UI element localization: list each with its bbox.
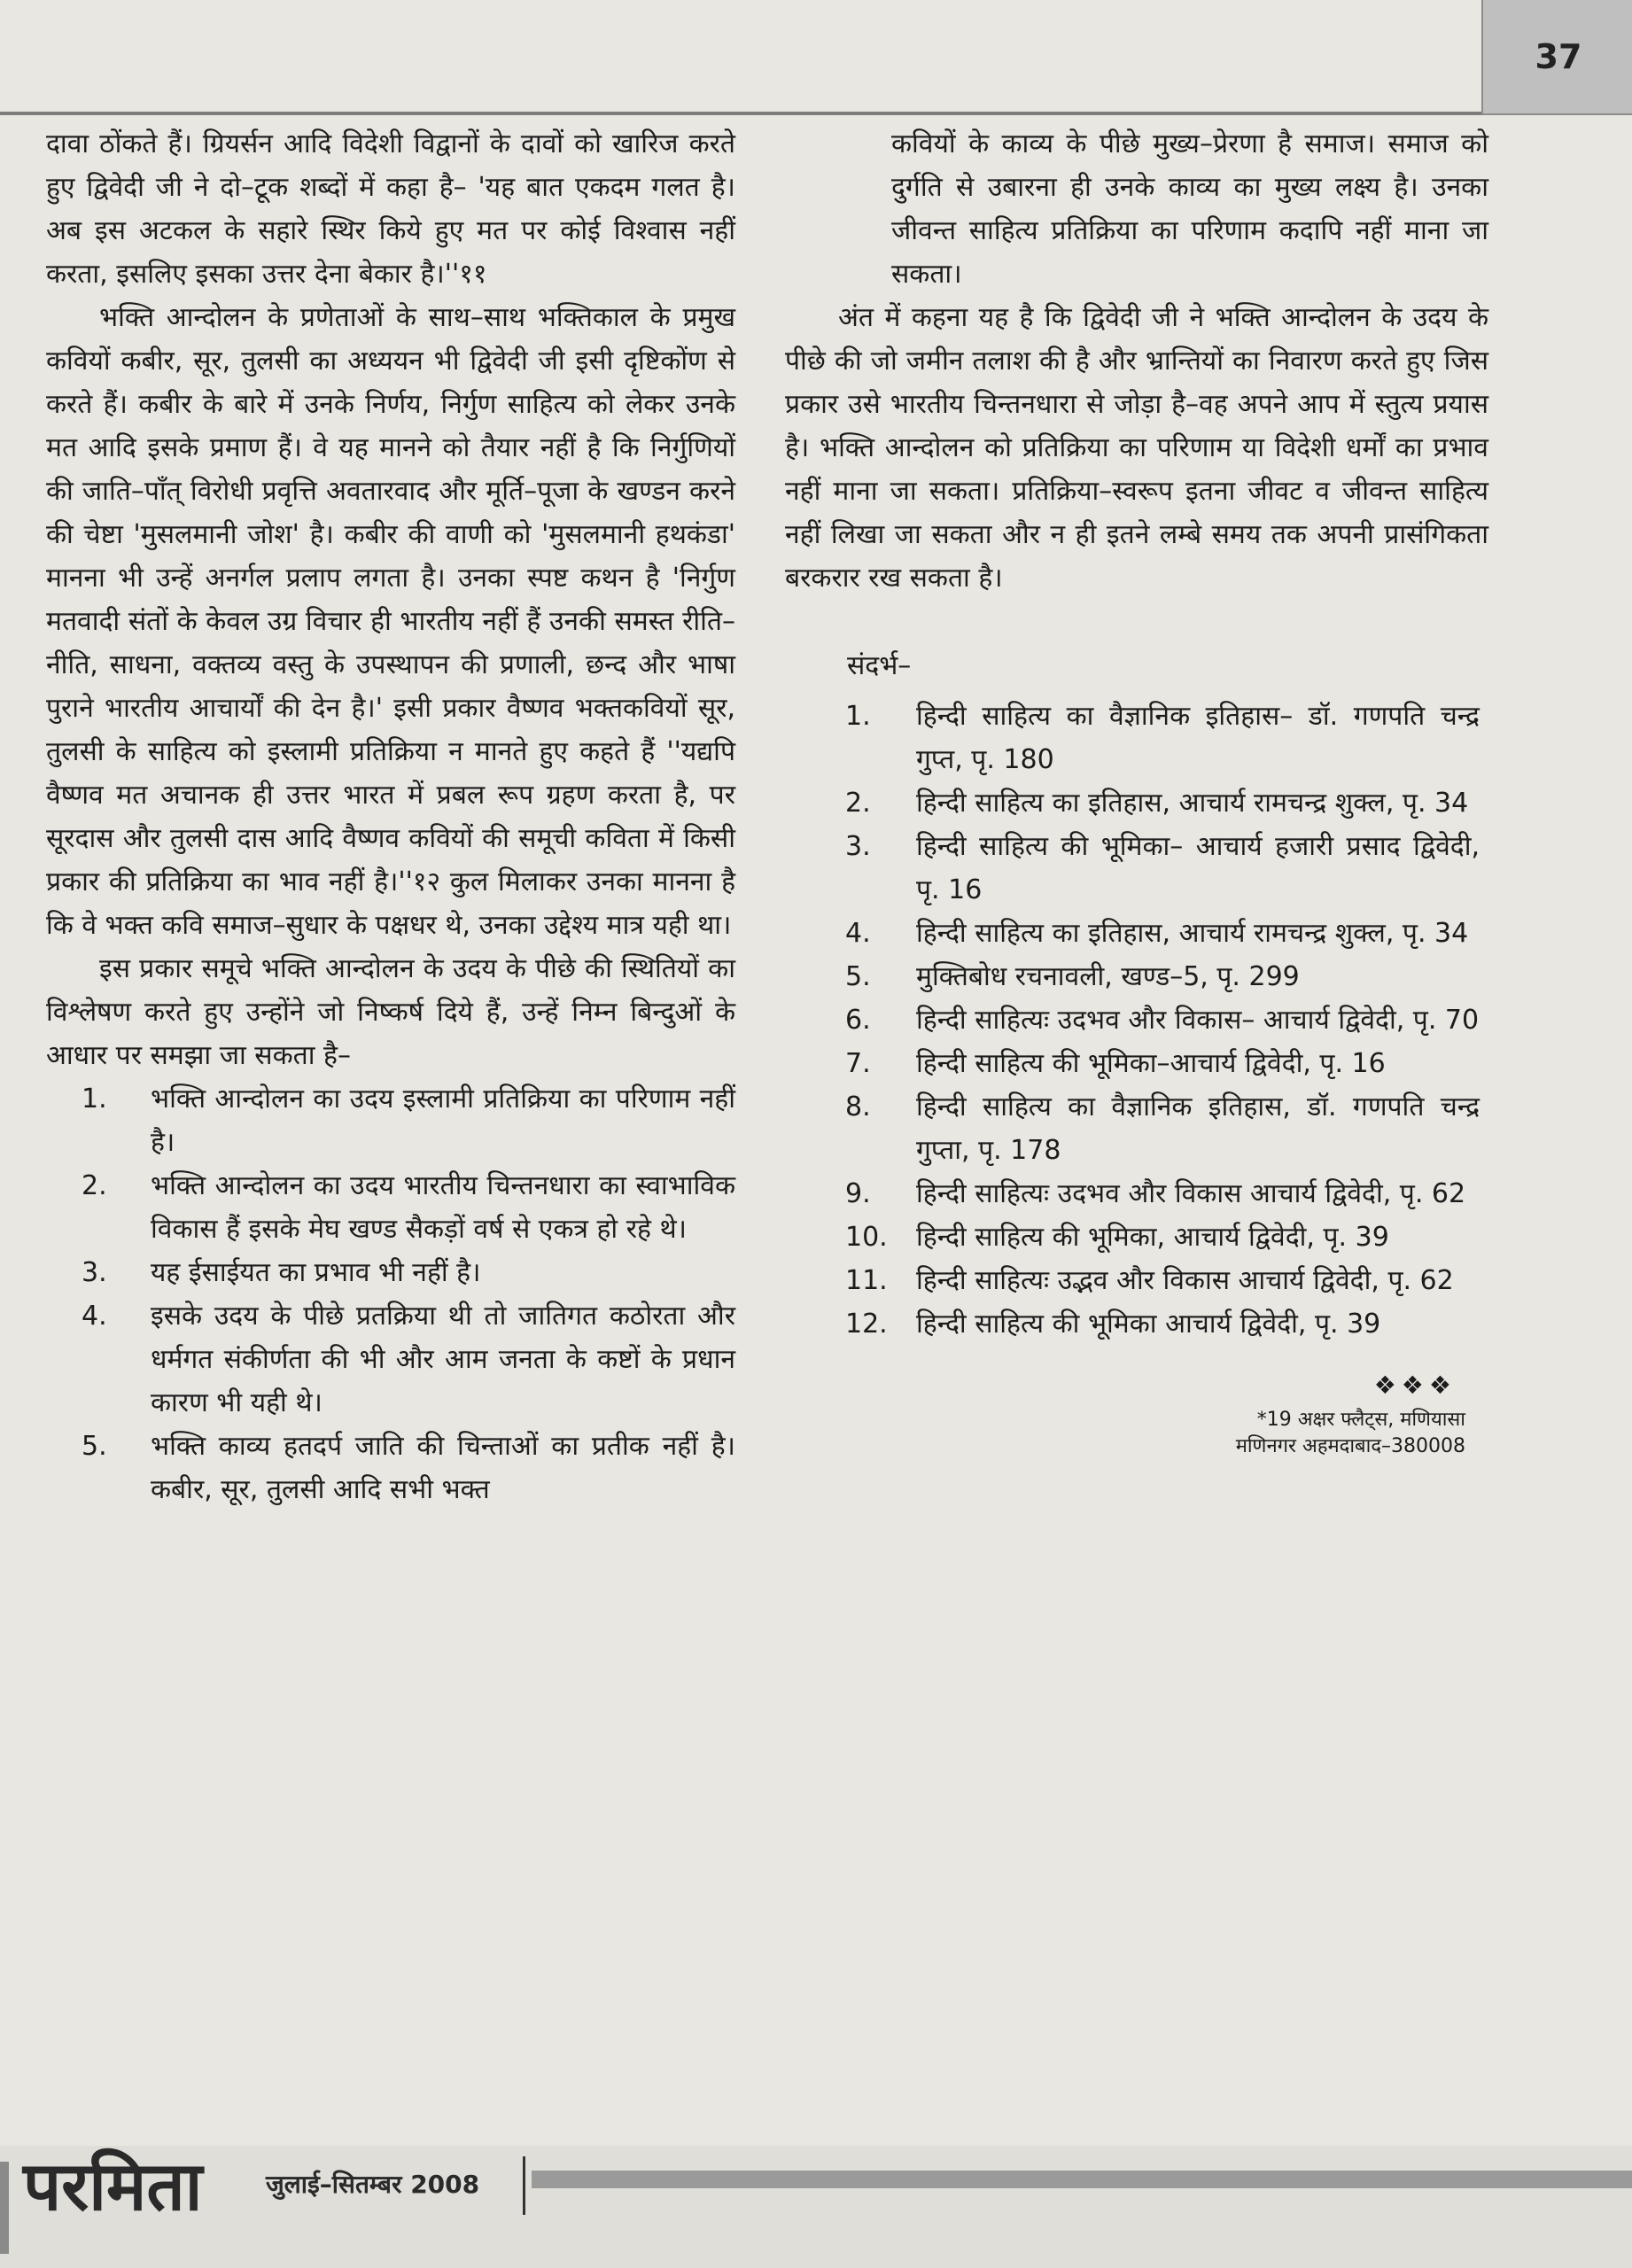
- magazine-name: परमिता: [23, 2147, 203, 2225]
- page-number: 37: [1481, 0, 1632, 115]
- reference-item: 6. हिन्दी साहित्यः उदभव और विकास– आचार्य द्विवेदी, पृ. 70: [845, 1005, 1480, 1036]
- paragraph: दावा ठोंकते हैं। ग्रियर्सन आदि विदेशी विद्वानों के दावों को खारिज करते हुए द्विवेदी जी ने दो–टूक शब्दों में कहा है– 'यह बात एकदम गलत है। अब इस अटकल के सहारे स्थिर किये हुए मत पर कोई विश्वास नहीं करता, इसलिए इसका उत्तर देना बेकार है।''११: [46, 128, 735, 290]
- author-address-line-1: *19 अक्षर फ्लैट्स, मणियासा: [1256, 1409, 1465, 1431]
- list-item: 4. इसके उदय के पीछे प्रतक्रिया थी तो जातिगत कठोरता और धर्मगत संकीर्णता की भी और आम जनता के कष्टों के प्रधान कारण भी यही थे।: [82, 1301, 735, 1418]
- section-divider-ornament: ❖❖❖: [1373, 1371, 1457, 1400]
- issue-date: जुलाई–सितम्बर 2008: [266, 2170, 480, 2199]
- reference-item: 1. हिन्दी साहित्य का वैज्ञानिक इतिहास– डॉ. गणपति चन्द्र गुप्त, पृ. 180: [845, 701, 1480, 775]
- left-column: [46, 122, 735, 1511]
- reference-item: 11. हिन्दी साहित्यः उद्भव और विकास आचार्य द्विवेदी, पृ. 62: [845, 1265, 1454, 1296]
- paragraph: कवियों के काव्य के पीछे मुख्य–प्रेरणा है समाज। समाज को दुर्गति से उबारना ही उनके काव्य का मुख्य लक्ष्य है। उनका जीवन्त साहित्य प्रतिक्रिया का परिणाम कदापि नहीं माना जा सकता।: [891, 128, 1488, 290]
- author-address-line-2: मणिनगर अहमदाबाद–380008: [1235, 1435, 1465, 1457]
- header-rule: [0, 112, 1481, 115]
- conclusion-list: [46, 1077, 735, 1511]
- reference-item: 4. हिन्दी साहित्य का इतिहास, आचार्य रामचन्द्र शुक्ल, पृ. 34: [845, 918, 1469, 949]
- reference-item: 2. हिन्दी साहित्य का इतिहास, आचार्य रामचन्द्र शुक्ल, पृ. 34: [845, 788, 1469, 819]
- reference-item: 10. हिन्दी साहित्य की भूमिका, आचार्य द्विवेदी, पृ. 39: [845, 1222, 1389, 1253]
- reference-item: 5. मुक्तिबोध रचनावली, खण्ड–5, पृ. 299: [845, 961, 1300, 992]
- references-title: संदर्भ–: [847, 650, 912, 681]
- list-item: 5. भक्ति काव्य हतदर्प जाति की चिन्ताओं का प्रतीक नहीं है। कबीर, सूर, तुलसी आदि सभी भक्त: [82, 1431, 735, 1505]
- paragraph: भक्ति आन्दोलन के प्रणेताओं के साथ–साथ भक्तिकाल के प्रमुख कवियों कबीर, सूर, तुलसी का अध्ययन भी द्विवेदी जी इसी दृष्टिकोंण से करते हैं। कबीर के बारे में उनके निर्णय, निर्गुण साहित्य को लेकर उनके मत आदि इसके प्रमाण हैं। वे यह मानने को तैयार नहीं है कि निर्गुणियों की जाति–पाँत् विरोधी प्रवृत्ति अवतारवाद और मूर्ति–पूजा के खण्डन करने की चेष्टा 'मुसलमानी जोश' है। कबीर की वाणी को 'मुसलमानी हथकंडा' मानना भी उन्हें अनर्गल प्रलाप लगता है। उनका स्पष्ट कथन है 'निर्गुण मतवादी संतों के केवल उग्र विचार ही भारतीय नहीं हैं उनकी समस्त रीति–नीति, साधना, वक्तव्य वस्तु के उपस्थापन की प्रणाली, छन्द और भाषा पुराने भारतीय आचार्यों की देन है।' इसी प्रकार वैष्णव भक्तकवियों सूर, तुलसी के साहित्य को इस्लामी प्रतिक्रिया न मानते हुए कहते हैं ''यद्यपि वैष्णव मत अचानक ही उत्तर भारत में प्रबल रूप ग्रहण करता है, पर सूरदास और तुलसी दास आदि वैष्णव कवियों की समूची कविता में किसी प्रकार की प्रतिक्रिया का भाव नहीं है।''१२ कुल मिलाकर उनका मानना है कि वे भक्त कवि समाज–सुधार के पक्षधर थे, उनका उद्देश्य मात्र यही था।: [46, 302, 735, 941]
- footer-rule: [532, 2171, 1632, 2188]
- paragraph: इस प्रकार समूचे भक्ति आन्दोलन के उदय के पीछे की स्थितियों का विश्लेषण करते हुए उन्होंने जो निष्कर्ष दिये हैं, उन्हें निम्न बिन्दुओं के आधार पर समझा जा सकता है–: [46, 953, 735, 1071]
- paragraph: अंत में कहना यह है कि द्विवेदी जी ने भक्ति आन्दोलन के उदय के पीछे की जो जमीन तलाश की है और भ्रान्तियों का निवारण करते हुए जिस प्रकार उसे भारतीय चिन्तनधारा से जोड़ा है–वह अपने आप में स्तुत्य प्रयास है। भक्ति आन्दोलन को प्रतिक्रिया का परिणाम या विदेशी धर्मों का प्रभाव नहीं माना जा सकता। प्रतिक्रिया–स्वरूप इतना जीवट व जीवन्त साहित्य नहीं लिखा जा सकता और न ही इतने लम्बे समय तक अपनी प्रासंगिकता बरकरार रख सकता है।: [785, 302, 1488, 594]
- reference-item: 3. हिन्दी साहित्य की भूमिका– आचार्य हजारी प्रसाद द्विवेदी, पृ. 16: [845, 831, 1480, 905]
- reference-item: 12. हिन्दी साहित्य की भूमिका आचार्य द्विवेदी, पृ. 39: [845, 1309, 1381, 1340]
- right-column: [785, 122, 1488, 1460]
- reference-item: 7. हिन्दी साहित्य की भूमिका–आचार्य द्विवेदी, पृ. 16: [845, 1048, 1386, 1079]
- list-item: 3. यह ईसाईयत का प्रभाव भी नहीं है।: [82, 1257, 481, 1288]
- reference-item: 9. हिन्दी साहित्यः उदभव और विकास आचार्य द्विवेदी, पृ. 62: [845, 1178, 1466, 1209]
- reference-item: 8. हिन्दी साहित्य का वैज्ञानिक इतिहास, डॉ. गणपति चन्द्र गुप्ता, पृ. 178: [845, 1091, 1480, 1166]
- list-item: 1. भक्ति आन्दोलन का उदय इस्लामी प्रतिक्रिया का परिणाम नहीं है।: [82, 1084, 735, 1158]
- footer-separator: [523, 2156, 525, 2215]
- footer: [0, 2146, 1632, 2268]
- footer-accent-bar: [0, 2162, 9, 2254]
- references-list: [785, 695, 1488, 1346]
- list-item: 2. भक्ति आन्दोलन का उदय भारतीय चिन्तनधारा का स्वाभाविक विकास हैं इसके मेघ खण्ड सैकड़ों वर्ष से एकत्र हो रहे थे।: [82, 1170, 735, 1245]
